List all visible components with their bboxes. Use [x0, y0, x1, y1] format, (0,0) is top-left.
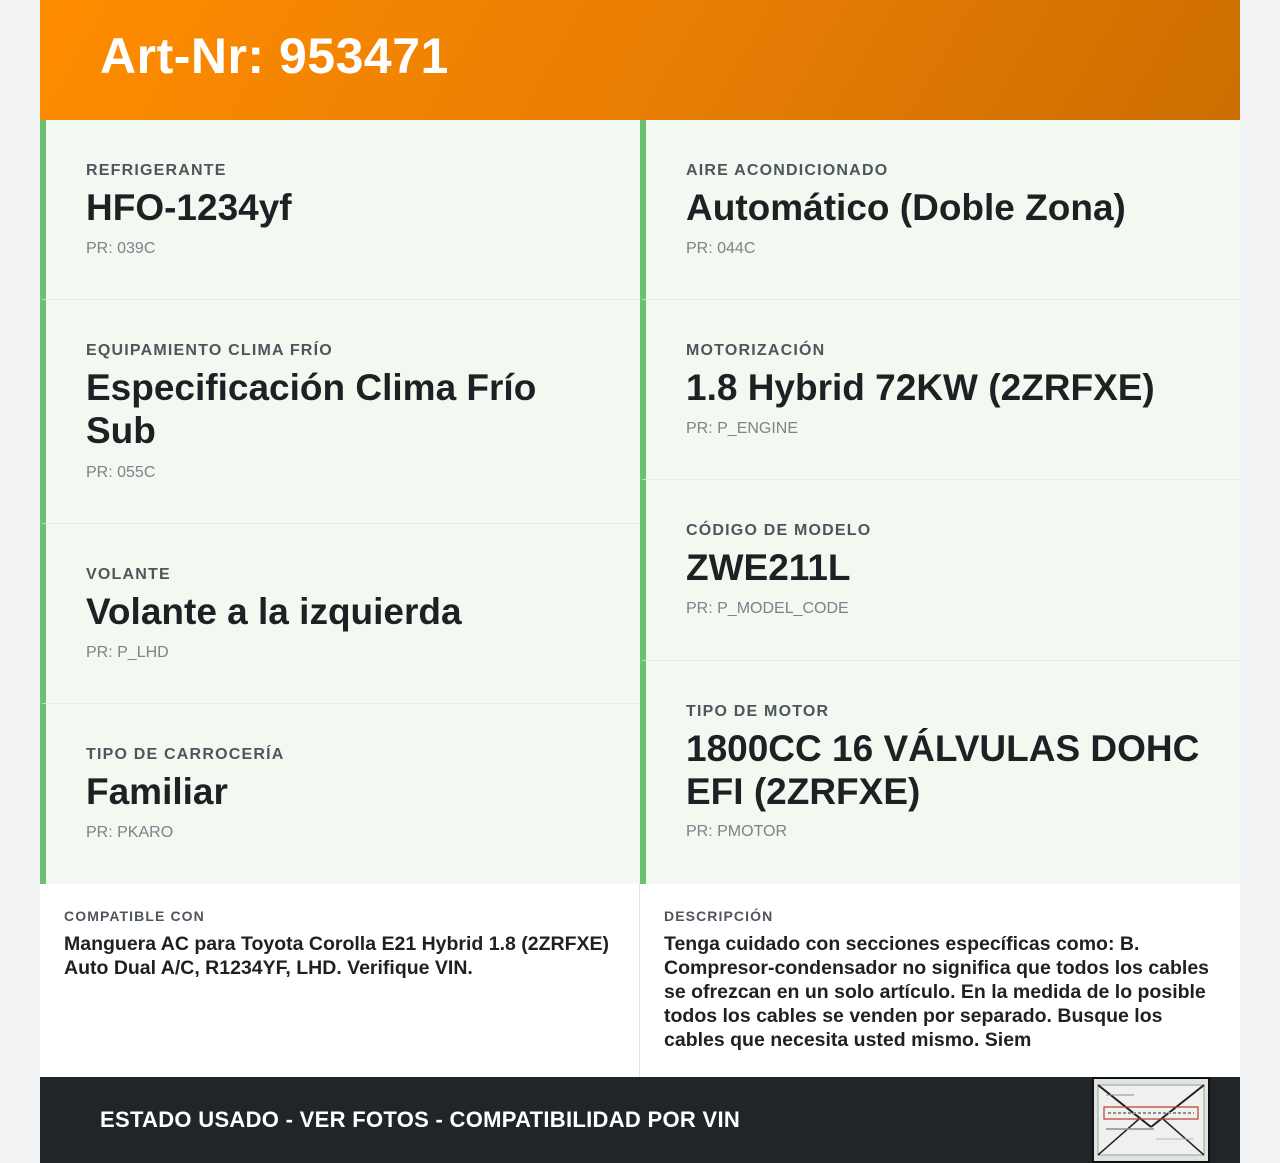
description-label: DESCRIPCIÓN: [664, 908, 774, 924]
spec-column-right: [640, 120, 1240, 884]
spec-pr-code: PR: PMOTOR: [686, 823, 788, 840]
description-text: Tenga cuidado con secciones específicas como: B. Compresor-condensador no significa que todos los cables se ofrezcan en un solo artículo. En la medida de lo posible todos los cables se venden por separado. Busque los cables que necesita usted mismo. Siem: [664, 933, 1210, 1051]
spec-label: CÓDIGO DE MODELO: [686, 522, 872, 539]
spec-cell-volante: [40, 524, 640, 704]
spec-value: Especificación Clima Frío Sub: [86, 367, 537, 451]
spec-cell-tipo-motor: [640, 661, 1240, 884]
spec-value: Automático (Doble Zona): [686, 187, 1126, 228]
spec-column-left: [40, 120, 640, 884]
header-banner: [40, 0, 1240, 120]
spec-label: EQUIPAMIENTO CLIMA FRÍO: [86, 342, 333, 359]
spec-pr-code: PR: P_LHD: [86, 644, 169, 661]
footer-bar: [40, 1077, 1240, 1163]
spec-value: 1800CC 16 VÁLVULAS DOHC EFI (2ZRFXE): [686, 728, 1200, 812]
spec-value: 1.8 Hybrid 72KW (2ZRFXE): [686, 367, 1155, 408]
spec-pr-code: PR: PKARO: [86, 824, 174, 841]
spec-cell-aire: [640, 120, 1240, 300]
footer-status-text: ESTADO USADO - VER FOTOS - COMPATIBILIDAD POR VIN: [100, 1107, 741, 1132]
spec-label: TIPO DE CARROCERÍA: [86, 746, 285, 763]
spec-pr-code: PR: 055C: [86, 464, 156, 481]
spec-cell-codigo-modelo: [640, 480, 1240, 661]
vin-plate-photo-icon[interactable]: [1092, 1077, 1210, 1163]
spec-pr-code: PR: P_MODEL_CODE: [686, 600, 849, 617]
spec-cell-equipamiento: [40, 300, 640, 524]
spec-pr-code: PR: 039C: [86, 240, 156, 257]
compatible-text: Manguera AC para Toyota Corolla E21 Hybrid 1.8 (2ZRFXE) Auto Dual A/C, R1234YF, LHD. Verifique VIN.: [64, 933, 610, 979]
spec-pr-code: PR: 044C: [686, 240, 756, 257]
spec-pr-code: PR: P_ENGINE: [686, 420, 799, 437]
spec-value: Volante a la izquierda: [86, 591, 462, 632]
spec-label: REFRIGERANTE: [86, 162, 227, 179]
spec-value: Familiar: [86, 771, 228, 812]
spec-cell-carroceria: [40, 704, 640, 884]
compatible-panel: [40, 884, 640, 1077]
article-number-title: Art-Nr: 953471: [100, 28, 449, 84]
spec-label: MOTORIZACIÓN: [686, 342, 826, 359]
compatible-label: COMPATIBLE CON: [64, 908, 205, 924]
spec-value: ZWE211L: [686, 547, 851, 588]
spec-cell-refrigerante: [40, 120, 640, 300]
spec-label: VOLANTE: [86, 566, 171, 583]
spec-value: HFO-1234yf: [86, 187, 292, 228]
spec-cell-motorizacion: [640, 300, 1240, 480]
spec-label: AIRE ACONDICIONADO: [686, 162, 889, 179]
spec-label: TIPO DE MOTOR: [686, 703, 830, 720]
product-card: [40, 0, 1240, 1163]
vin-plate-photo-graphic: [1094, 1079, 1208, 1161]
description-panel: [640, 884, 1240, 1077]
